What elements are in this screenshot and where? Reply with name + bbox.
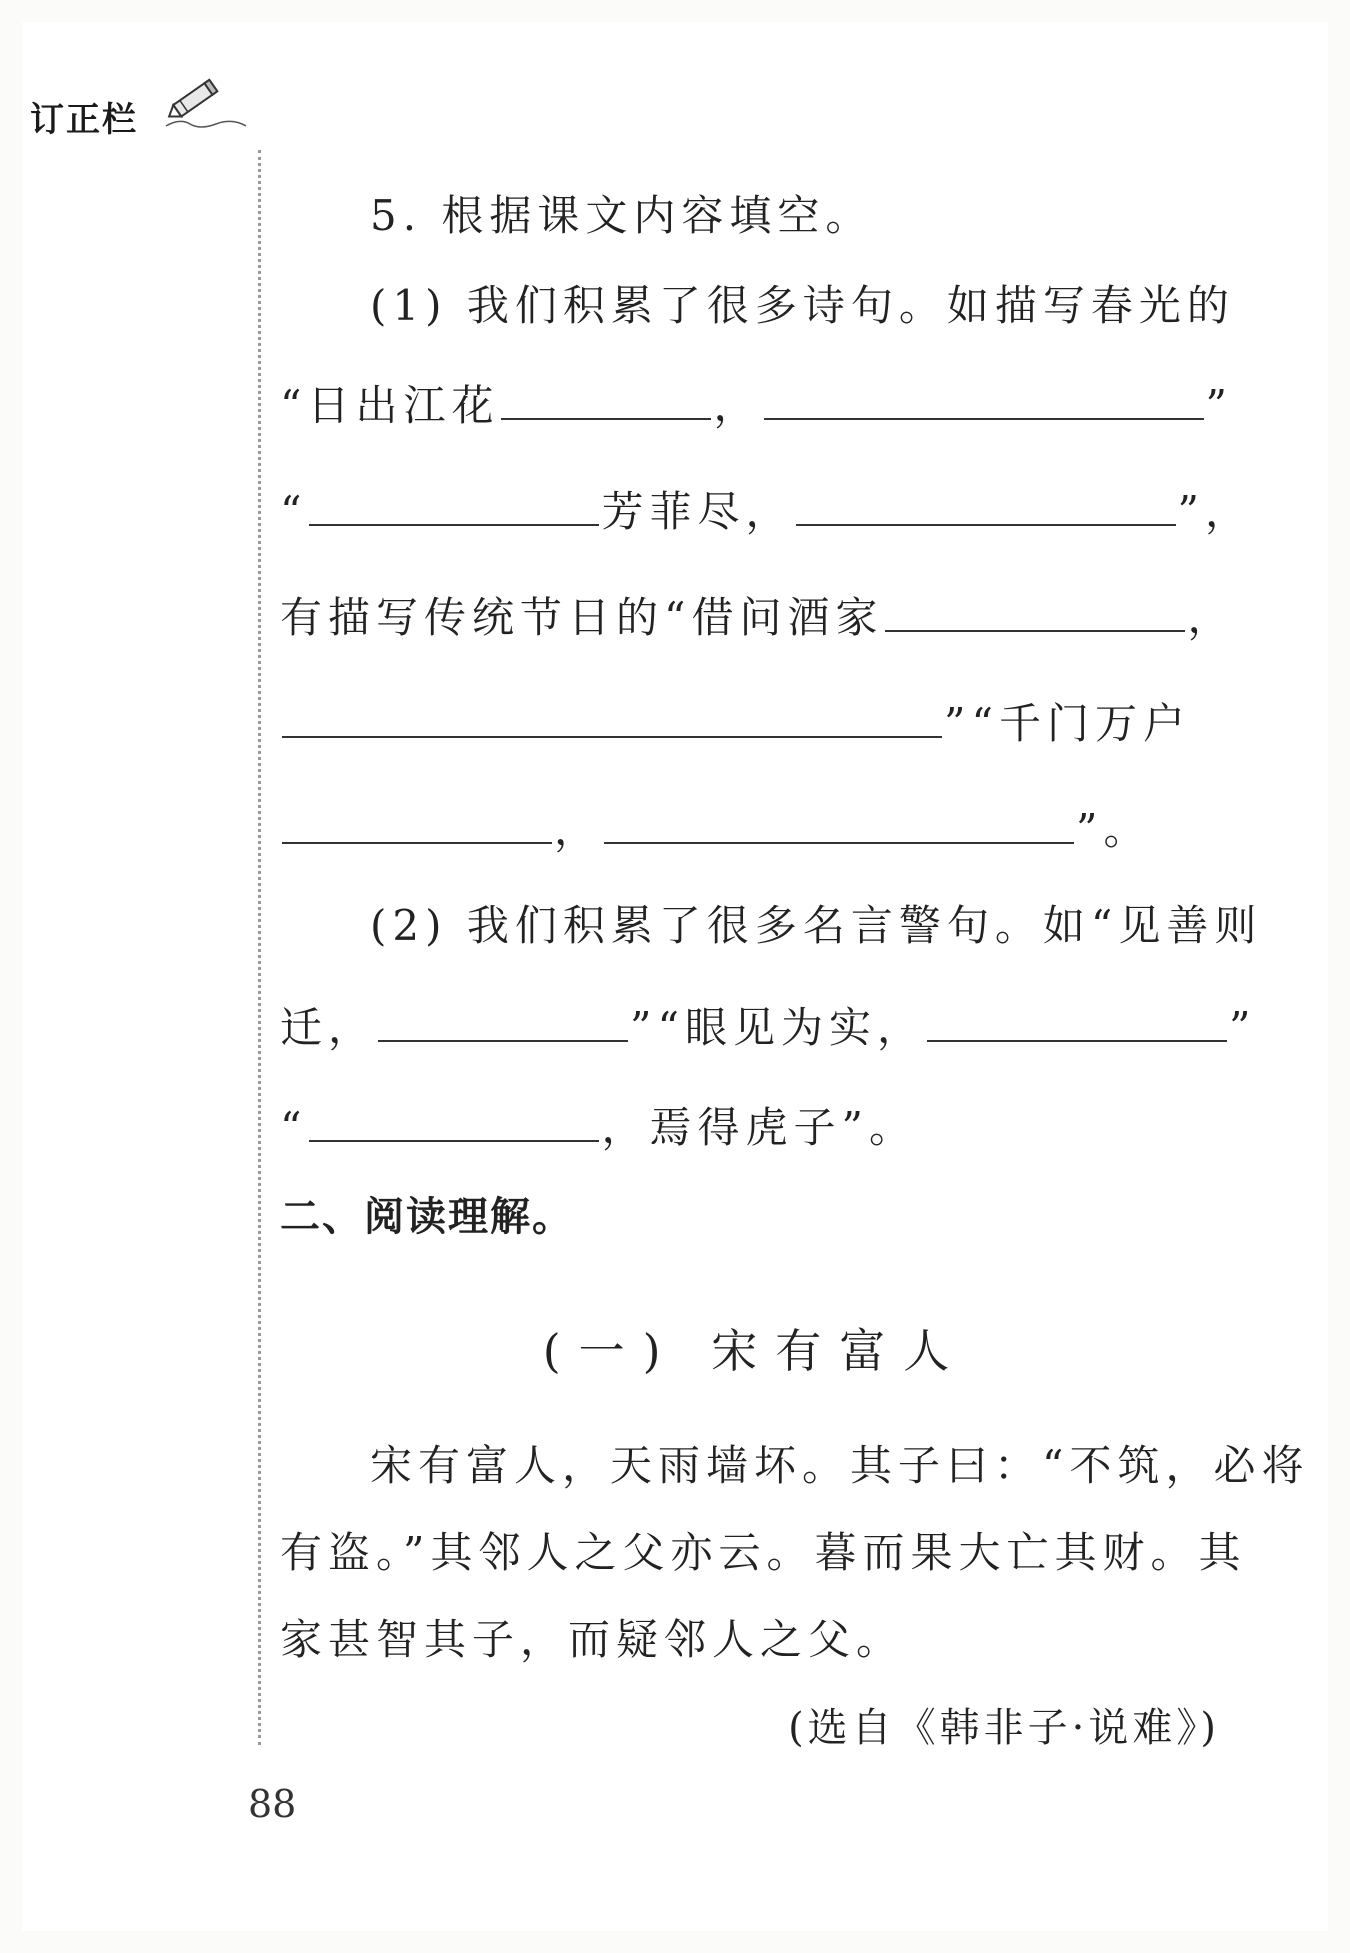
answer-blank[interactable] <box>282 696 942 738</box>
passage-source: (选自《韩非子·说难》) <box>788 1705 1220 1751</box>
reading-comprehension-heading: 二、阅读理解。 <box>280 1194 574 1240</box>
text-segment: 芳菲尽， <box>601 487 794 536</box>
fill-line-6 <box>280 1000 1256 1056</box>
passage-line-3: 家甚智其子，而疑邻人之父。 <box>280 1615 905 1664</box>
text-segment: ” <box>1205 381 1233 430</box>
answer-blank[interactable] <box>309 484 599 526</box>
fill-line-2 <box>280 484 1253 540</box>
question-5-stem: 5. 根据课文内容填空。 <box>370 191 874 240</box>
text-segment: ， <box>713 381 762 430</box>
fill-line-1 <box>280 378 1233 434</box>
margin-dotted-line <box>258 150 261 1745</box>
answer-blank[interactable] <box>378 1000 628 1042</box>
text-segment: ”“眼见为实， <box>630 1003 925 1052</box>
question-5-part-2-intro: (2) 我们积累了很多名言警句。如“见善则 <box>370 901 1263 950</box>
answer-blank[interactable] <box>604 802 1074 844</box>
fill-line-3 <box>280 590 1236 646</box>
answer-blank[interactable] <box>764 378 1204 420</box>
text-segment: “ <box>280 1103 308 1152</box>
fill-line-7 <box>280 1100 917 1156</box>
pencil-icon <box>160 78 250 138</box>
text-segment: ”。 <box>1076 805 1152 854</box>
text-segment: ” <box>1228 1003 1257 1052</box>
answer-blank[interactable] <box>927 1000 1227 1042</box>
question-5-part-1-intro: (1) 我们积累了很多诗句。如描写春光的 <box>370 281 1235 330</box>
answer-blank[interactable] <box>885 590 1185 632</box>
passage-line-1: 宋有富人，天雨墙坏。其子曰：“不筑，必将 <box>370 1441 1310 1490</box>
passage-title: (一) 宋有富人 <box>542 1324 968 1378</box>
text-segment: 有描写传统节日的“借问酒家 <box>280 593 884 642</box>
text-segment: “ <box>280 487 308 536</box>
passage-line-2: 有盗。”其邻人之父亦云。暮而果大亡其财。其 <box>280 1528 1247 1577</box>
text-segment: “日出江花 <box>280 381 500 430</box>
fill-line-5 <box>280 802 1152 858</box>
text-segment: ， <box>1187 593 1236 642</box>
text-segment: 迁， <box>280 1003 377 1052</box>
answer-blank[interactable] <box>796 484 1176 526</box>
answer-blank[interactable] <box>309 1100 599 1142</box>
text-segment: ”， <box>1177 487 1253 536</box>
answer-blank[interactable] <box>282 802 552 844</box>
answer-blank[interactable] <box>501 378 711 420</box>
text-segment: ”“千门万户 <box>944 699 1191 748</box>
page-number: 88 <box>248 1782 297 1826</box>
text-segment: ， <box>554 805 603 854</box>
correction-column-label: 订正栏 <box>30 100 138 140</box>
text-segment: ，焉得虎子”。 <box>601 1103 917 1152</box>
fill-line-4 <box>280 696 1191 752</box>
